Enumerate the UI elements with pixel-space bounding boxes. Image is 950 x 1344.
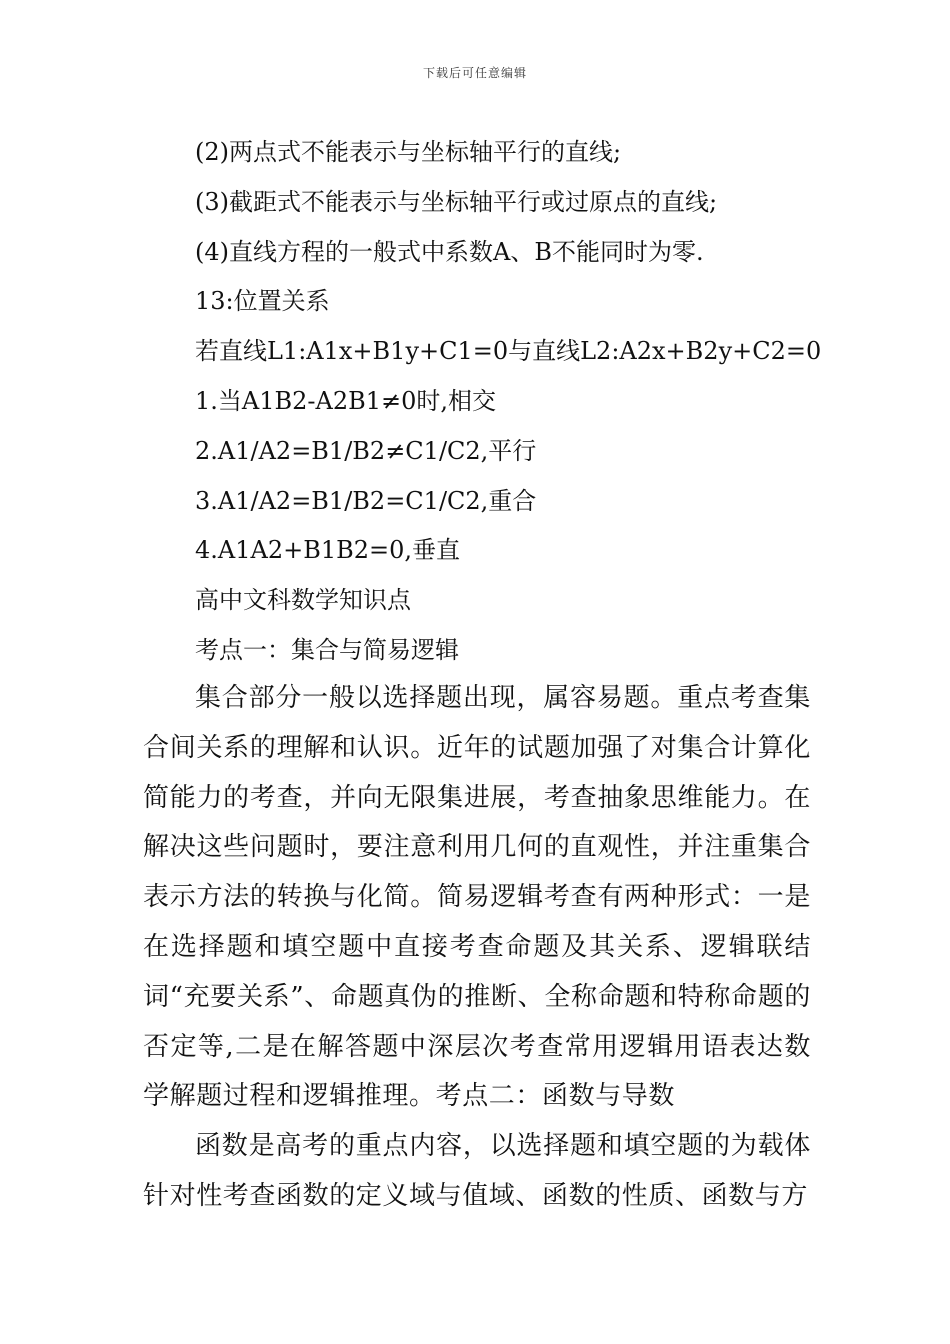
text-line: (3)截距式不能表示与坐标轴平行或过原点的直线;: [195, 187, 718, 216]
section-heading: 13:位置关系: [195, 287, 330, 316]
list-item: 2.A1/A2=B1/B2≠C1/C2,平行: [195, 436, 537, 465]
text-line: (2)两点式不能表示与坐标轴平行的直线;: [195, 138, 622, 166]
formula-list: [195, 128, 835, 676]
list-item: 4.A1A2+B1B2=0,垂直: [195, 536, 461, 565]
list-item: 1.当A1B2-A2B1≠0时,相交: [195, 386, 497, 415]
text-line: (4)直线方程的一般式中系数A、B不能同时为零.: [195, 237, 704, 266]
body-paragraph: 函数是高考的重点内容，以选择题和填空题的为载体针对性考查函数的定义域与值域、函数的性质、函数与方: [143, 1131, 811, 1211]
section-title: 高中文科数学知识点: [195, 586, 411, 615]
section-heading: 考点一：集合与简易逻辑: [195, 635, 459, 664]
list-item: 3.A1/A2=B1/B2=C1/C2,重合: [195, 486, 537, 515]
page-header: 下载后可任意编辑: [422, 66, 527, 80]
body-paragraph: 集合部分一般以选择题出现，属容易题。重点考查集合间关系的理解和认识。近年的试题加强了对集合计算化简能力的考查，并向无限集进展，考查抽象思维能力。在解决这些问题时，要注意利用几何的直观性，并注重集合表示方法的转换与化简。简易逻辑考查有两种形式：一是在选择题和填空题中直接考查命题及其关系、逻辑联结词“充要关系”、命题真伪的推断、全称命题和特称命题的否定等,二是在解答题中深层次考查常用逻辑用语表达数学解题过程和逻辑推理。考点二：函数与导数: [143, 683, 811, 1112]
text-line: 若直线L1:A1x+B1y+C1=0与直线L2:A2x+B2y+C2=0: [195, 337, 822, 366]
